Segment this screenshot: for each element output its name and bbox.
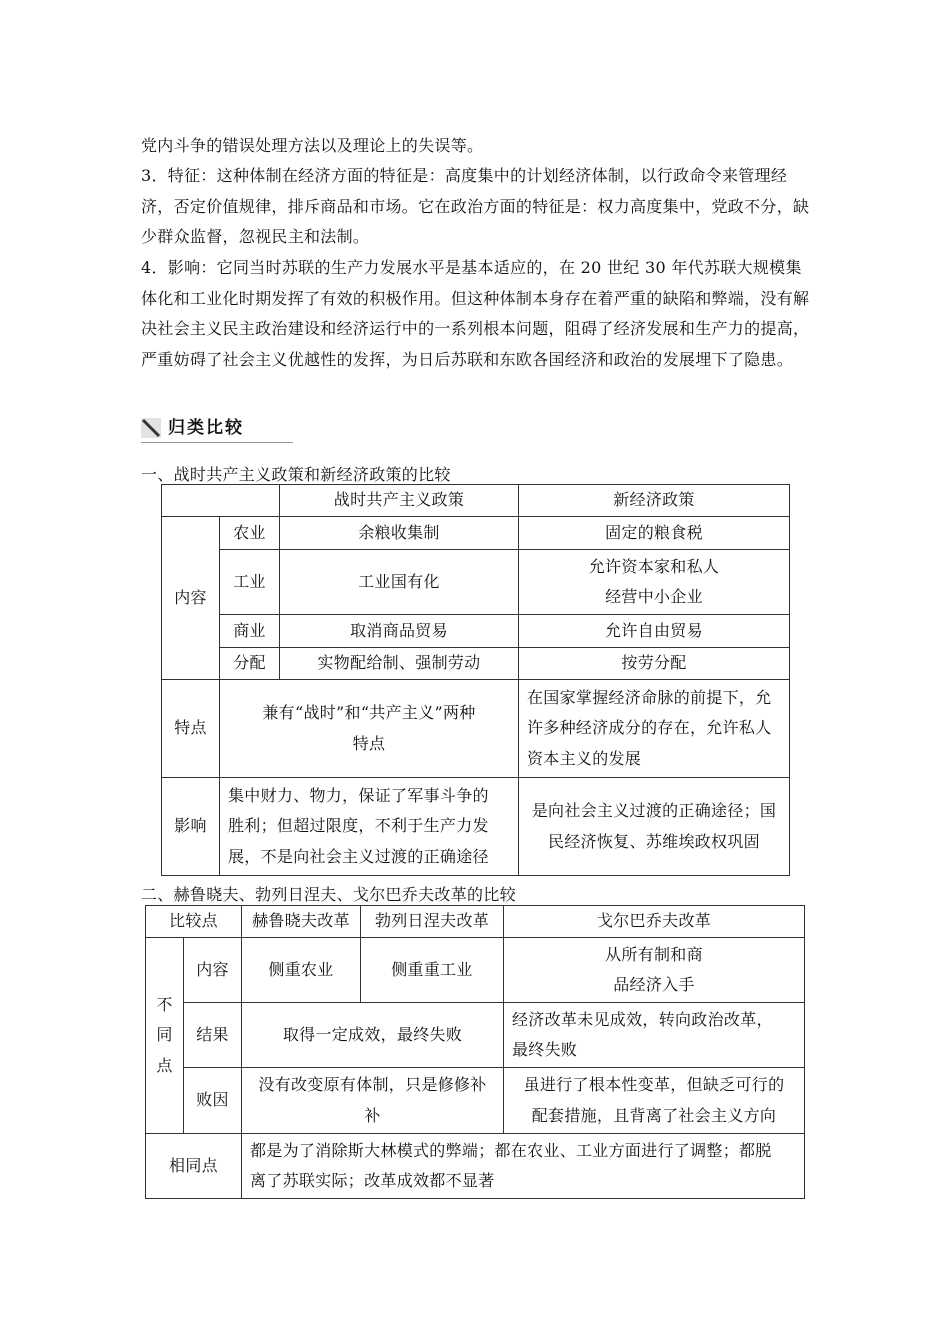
row-label-feature: 特点 <box>162 680 220 778</box>
table-cell: 实物配给制、强制劳动 <box>280 648 519 680</box>
table-header: 比较点 <box>146 906 242 938</box>
table1-caption: 一、战时共产主义政策和新经济政策的比较 <box>141 465 451 484</box>
table-header: 战时共产主义政策 <box>280 485 519 517</box>
cell-line: 虽进行了根本性变革，但缺乏可行的 <box>523 1075 785 1094</box>
table-row <box>162 680 790 778</box>
sub-label: 内容 <box>184 938 242 1003</box>
cell-line: 允许资本家和私人 <box>588 556 720 576</box>
cell-line: 许多种经济成分的存在，允许私人 <box>527 718 772 738</box>
row-label-same: 相同点 <box>146 1134 242 1199</box>
table-cell <box>519 680 790 778</box>
table-row <box>146 1068 805 1134</box>
paragraph-continuation: 党内斗争的错误处理方法以及理论上的失误等。 <box>141 136 484 155</box>
section-heading <box>141 416 293 443</box>
table-cell: 侧重重工业 <box>361 938 504 1003</box>
table-row <box>162 648 790 680</box>
cell-line: 在国家掌握经济命脉的前提下，允 <box>527 687 772 707</box>
sub-label: 商业 <box>220 615 280 648</box>
cell-line: 资本主义的发展 <box>527 748 642 768</box>
vertical-char: 不 <box>156 994 173 1014</box>
table-cell: 工业国有化 <box>280 550 519 615</box>
cell-line: 民经济恢复、苏维埃政权巩固 <box>548 831 760 851</box>
table-row <box>162 517 790 550</box>
table-cell <box>242 1134 805 1199</box>
table-cell <box>504 1003 805 1068</box>
table-cell <box>220 778 519 876</box>
sub-label: 农业 <box>220 517 280 550</box>
table-row <box>146 1003 805 1068</box>
vertical-char: 同 <box>156 1025 173 1045</box>
row-label-different <box>146 938 184 1134</box>
table-row <box>162 485 790 517</box>
table-cell: 取消商品贸易 <box>280 615 519 648</box>
cell-line: 经济改革未见成效，转向政治改革， <box>512 1009 773 1029</box>
cell-line: 展，不是向社会主义过渡的正确途径 <box>228 846 489 866</box>
table-row <box>162 778 790 876</box>
table-row <box>146 938 805 1003</box>
cell-line: 品经济入手 <box>613 975 695 994</box>
table-cell: 固定的粮食税 <box>519 517 790 550</box>
table-cell: 允许自由贸易 <box>519 615 790 648</box>
table-cell: 按劳分配 <box>519 648 790 680</box>
cell-line: 都是为了消除斯大林模式的弊端；都在农业、工业方面进行了调整；都脱 <box>250 1140 772 1160</box>
paragraph-impact: 4．影响：它同当时苏联的生产力发展水平是基本适应的，在 20 世纪 30 年代苏联大规模集体化和工业化时期发挥了有效的积极作用。但这种体制本身存在着严重的缺陷和弊端，没有解决社会主义民主政治建设和经济运行中的一系列根本问题，阻碍了经济发展和生产力的提高，严重妨碍了社会主义优越性的发挥，为日后苏联和东欧各国经济和政治的发展埋下了隐患。 <box>141 258 810 369</box>
vertical-char: 点 <box>156 1055 173 1075</box>
cell-line: 离了苏联实际；改革成效都不显著 <box>250 1171 495 1190</box>
table-header: 戈尔巴乔夫改革 <box>504 906 805 938</box>
cell-line: 胜利；但超过限度，不利于生产力发 <box>228 816 489 836</box>
cell-line: 集中财力、物力，保证了军事斗争的 <box>228 785 489 805</box>
row-label-content: 内容 <box>162 517 220 680</box>
row-label-impact: 影响 <box>162 778 220 876</box>
table-cell <box>162 485 280 517</box>
table-cell <box>519 550 790 615</box>
table-row <box>146 1134 805 1199</box>
cell-line: 是向社会主义过渡的正确途径；国 <box>531 801 777 820</box>
cell-line: 特点 <box>352 733 386 753</box>
table-row <box>162 550 790 615</box>
diagonal-slash-icon <box>141 418 161 438</box>
sub-label: 结果 <box>184 1003 242 1068</box>
sub-label: 工业 <box>220 550 280 615</box>
cell-line: 没有改变原有体制，只是修修补 <box>258 1075 487 1094</box>
section-title: 归类比较 <box>168 418 244 438</box>
table-cell <box>519 778 790 876</box>
table-cell <box>504 938 805 1003</box>
table-header: 赫鲁晓夫改革 <box>242 906 361 938</box>
table-header: 新经济政策 <box>519 485 790 517</box>
table-cell <box>220 680 519 778</box>
table-cell <box>242 1068 504 1134</box>
cell-line: 经营中小企业 <box>605 587 703 606</box>
paragraph-features: 3．特征：这种体制在经济方面的特征是：高度集中的计划经济体制，以行政命令来管理经济，否定价值规律，排斥商品和市场。它在政治方面的特征是：权力高度集中，党政不分，缺少群众监督，忽视民主和法制。 <box>141 166 810 246</box>
reform-comparison-table <box>145 905 805 1199</box>
sub-label: 分配 <box>220 648 280 680</box>
cell-line: 最终失败 <box>512 1040 578 1059</box>
table-cell: 取得一定成效，最终失败 <box>242 1003 504 1068</box>
table2-caption: 二、赫鲁晓夫、勃列日涅夫、戈尔巴乔夫改革的比较 <box>141 885 516 904</box>
cell-line: 兼有“战时”和“共产主义”两种 <box>262 703 476 722</box>
cell-line: 补 <box>364 1105 381 1125</box>
table-row <box>162 615 790 648</box>
table-cell: 侧重农业 <box>242 938 361 1003</box>
cell-line: 配套措施，且背离了社会主义方向 <box>531 1105 777 1125</box>
table-row <box>146 906 805 938</box>
cell-line: 从所有制和商 <box>605 944 703 964</box>
table-cell: 余粮收集制 <box>280 517 519 550</box>
table-header: 勃列日涅夫改革 <box>361 906 504 938</box>
table-cell <box>504 1068 805 1134</box>
policy-comparison-table <box>161 484 790 876</box>
sub-label: 败因 <box>184 1068 242 1134</box>
